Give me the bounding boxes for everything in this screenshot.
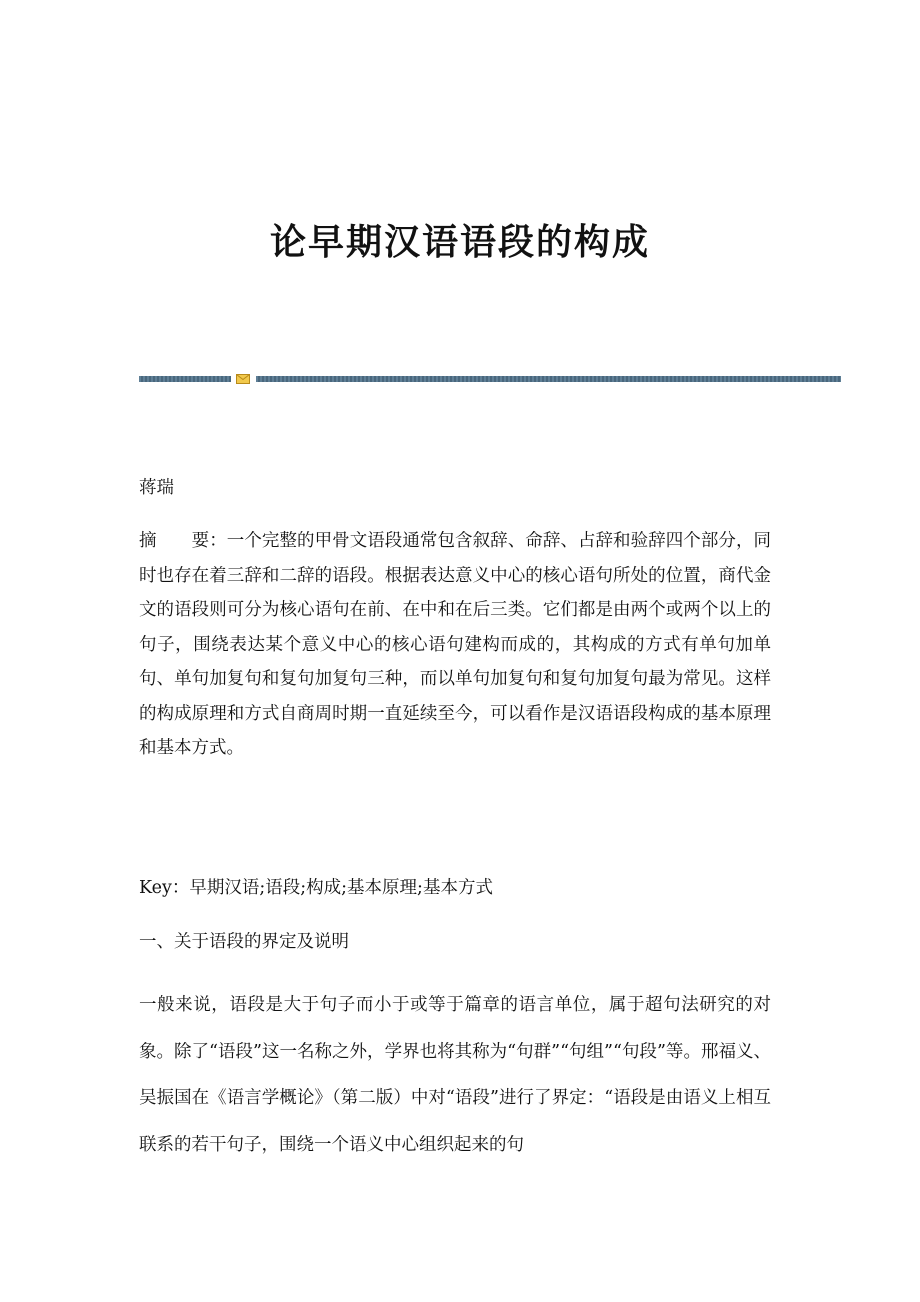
keywords-line xyxy=(139,874,771,899)
abstract-label: 摘 要： xyxy=(139,531,227,551)
envelope-ornament-icon xyxy=(236,374,250,384)
title-divider xyxy=(139,374,841,384)
divider-bar-left xyxy=(139,376,231,382)
document-title: 论早期汉语语段的构成 xyxy=(269,222,650,263)
keywords-text: 早期汉语;语段;构成;基本原理;基本方式 xyxy=(189,878,493,898)
keywords-label: Key： xyxy=(139,878,190,898)
author-name: 蒋瑞 xyxy=(139,478,174,498)
divider-bar-right xyxy=(256,376,841,382)
body-paragraph: 一般来说，语段是大于句子而小于或等于篇章的语言单位，属于超句法研究的对象。除了“语段”这一名称之外，学界也将其称为“句群”“句组”“句段”等。邢福义、吴振国在《语言学概论》（第二版）中对“语段”进行了界定：“语段是由语义上相互联系的若干句子，围绕一个语义中心组织起来的句 xyxy=(139,995,771,1155)
abstract-paragraph xyxy=(139,524,771,766)
abstract-text: 一个完整的甲骨文语段通常包含叙辞、命辞、占辞和验辞四个部分，同时也存在着三辞和二辞的语段。根据表达意义中心的核心语句所处的位置，商代金文的语段则可分为核心语句在前、在中和在后三类。它们都是由两个或两个以上的句子，围绕表达某个意义中心的核心语句建构而成的，其构成的方式有单句加单句、单句加复句和复句加复句三种，而以单句加复句和复句加复句最为常见。这样的构成原理和方式自商周时期一直延续至今，可以看作是汉语语段构成的基本原理和基本方式。 xyxy=(139,531,772,758)
section-heading: 一、关于语段的界定及说明 xyxy=(139,932,349,952)
